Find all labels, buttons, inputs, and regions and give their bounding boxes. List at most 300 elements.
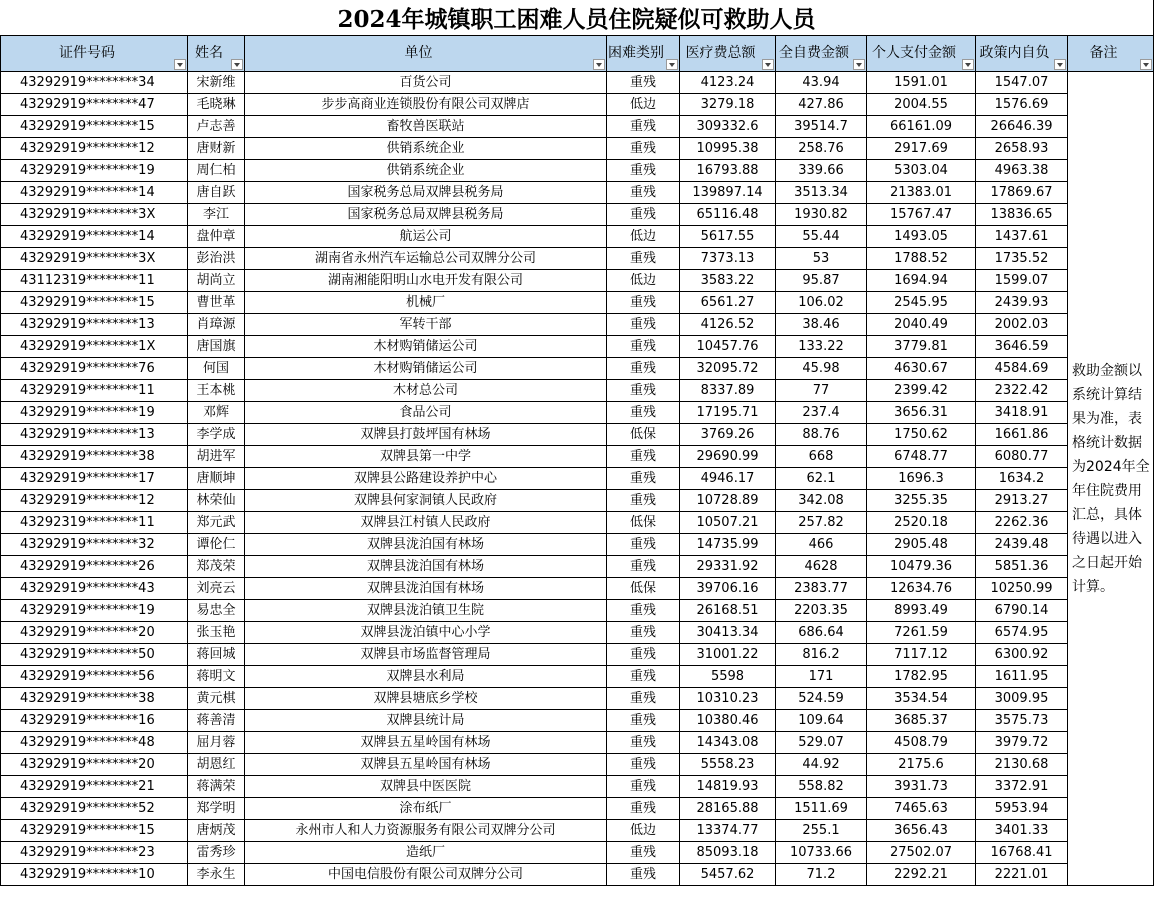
policy-self-pay-cell[interactable]: 1735.52 [976, 248, 1068, 270]
unit-cell[interactable]: 双牌县五星岭国有林场 [245, 732, 607, 754]
policy-self-pay-cell[interactable]: 2322.42 [976, 380, 1068, 402]
unit-cell[interactable]: 机械厂 [245, 292, 607, 314]
self-pay-cell[interactable]: 524.59 [776, 688, 867, 710]
self-pay-cell[interactable]: 133.22 [776, 336, 867, 358]
unit-cell[interactable]: 步步高商业连锁股份有限公司双牌店 [245, 94, 607, 116]
id-cell[interactable]: 43292919********48 [1, 732, 188, 754]
category-cell[interactable]: 重残 [607, 358, 680, 380]
personal-payment-cell[interactable]: 2175.6 [867, 754, 976, 776]
id-cell[interactable]: 43292919********14 [1, 226, 188, 248]
medical-total-cell[interactable]: 4946.17 [680, 468, 776, 490]
policy-self-pay-cell[interactable]: 3575.73 [976, 710, 1068, 732]
medical-total-cell[interactable]: 14819.93 [680, 776, 776, 798]
name-cell[interactable]: 曹世革 [188, 292, 245, 314]
id-cell[interactable]: 43292919********16 [1, 710, 188, 732]
id-cell[interactable]: 43292919********26 [1, 556, 188, 578]
unit-cell[interactable]: 双牌县中医医院 [245, 776, 607, 798]
unit-cell[interactable]: 双牌县市场监督管理局 [245, 644, 607, 666]
policy-self-pay-cell[interactable]: 2262.36 [976, 512, 1068, 534]
category-cell[interactable]: 重残 [607, 864, 680, 886]
unit-cell[interactable]: 军转干部 [245, 314, 607, 336]
id-cell[interactable]: 43292919********20 [1, 622, 188, 644]
unit-cell[interactable]: 双牌县泷泊国有林场 [245, 534, 607, 556]
personal-payment-cell[interactable]: 6748.77 [867, 446, 976, 468]
category-cell[interactable]: 低边 [607, 94, 680, 116]
personal-payment-cell[interactable]: 7465.63 [867, 798, 976, 820]
name-cell[interactable]: 郑茂荣 [188, 556, 245, 578]
policy-self-pay-cell[interactable]: 2913.27 [976, 490, 1068, 512]
personal-payment-cell[interactable]: 3255.35 [867, 490, 976, 512]
policy-self-pay-cell[interactable]: 3418.91 [976, 402, 1068, 424]
medical-total-cell[interactable]: 4123.24 [680, 72, 776, 94]
name-cell[interactable]: 屈月蓉 [188, 732, 245, 754]
name-cell[interactable]: 李学成 [188, 424, 245, 446]
name-cell[interactable]: 郑元武 [188, 512, 245, 534]
id-cell[interactable]: 43292919********13 [1, 424, 188, 446]
medical-total-cell[interactable]: 309332.6 [680, 116, 776, 138]
medical-total-cell[interactable]: 10457.76 [680, 336, 776, 358]
name-cell[interactable]: 刘亮云 [188, 578, 245, 600]
policy-self-pay-cell[interactable]: 4963.38 [976, 160, 1068, 182]
personal-payment-cell[interactable]: 3656.31 [867, 402, 976, 424]
id-cell[interactable]: 43292919********19 [1, 600, 188, 622]
policy-self-pay-cell[interactable]: 1547.07 [976, 72, 1068, 94]
unit-cell[interactable]: 双牌县泷泊国有林场 [245, 578, 607, 600]
medical-total-cell[interactable]: 65116.48 [680, 204, 776, 226]
self-pay-cell[interactable]: 95.87 [776, 270, 867, 292]
policy-self-pay-cell[interactable]: 1437.61 [976, 226, 1068, 248]
category-cell[interactable]: 低保 [607, 578, 680, 600]
unit-cell[interactable]: 双牌县公路建设养护中心 [245, 468, 607, 490]
medical-total-cell[interactable]: 28165.88 [680, 798, 776, 820]
id-cell[interactable]: 43292919********1X [1, 336, 188, 358]
category-cell[interactable]: 重残 [607, 842, 680, 864]
unit-cell[interactable]: 双牌县打鼓坪国有林场 [245, 424, 607, 446]
self-pay-cell[interactable]: 529.07 [776, 732, 867, 754]
personal-payment-cell[interactable]: 2905.48 [867, 534, 976, 556]
policy-self-pay-cell[interactable]: 2002.03 [976, 314, 1068, 336]
personal-payment-cell[interactable]: 4508.79 [867, 732, 976, 754]
unit-cell[interactable]: 木材购销储运公司 [245, 358, 607, 380]
medical-total-cell[interactable]: 14735.99 [680, 534, 776, 556]
category-cell[interactable]: 重残 [607, 468, 680, 490]
medical-total-cell[interactable]: 8337.89 [680, 380, 776, 402]
category-cell[interactable]: 重残 [607, 380, 680, 402]
self-pay-cell[interactable]: 339.66 [776, 160, 867, 182]
personal-payment-cell[interactable]: 1750.62 [867, 424, 976, 446]
filter-dropdown-icon[interactable] [666, 59, 678, 70]
self-pay-cell[interactable]: 88.76 [776, 424, 867, 446]
id-cell[interactable]: 43292919********14 [1, 182, 188, 204]
policy-self-pay-cell[interactable]: 1634.2 [976, 468, 1068, 490]
id-cell[interactable]: 43292919********52 [1, 798, 188, 820]
policy-self-pay-cell[interactable]: 2439.48 [976, 534, 1068, 556]
category-cell[interactable]: 重残 [607, 292, 680, 314]
name-cell[interactable]: 盘仲章 [188, 226, 245, 248]
self-pay-cell[interactable]: 39514.7 [776, 116, 867, 138]
personal-payment-cell[interactable]: 2004.55 [867, 94, 976, 116]
id-cell[interactable]: 43292919********43 [1, 578, 188, 600]
name-cell[interactable]: 谭伦仁 [188, 534, 245, 556]
medical-total-cell[interactable]: 10728.89 [680, 490, 776, 512]
policy-self-pay-cell[interactable]: 3646.59 [976, 336, 1068, 358]
medical-total-cell[interactable]: 14343.08 [680, 732, 776, 754]
id-cell[interactable]: 43292919********19 [1, 402, 188, 424]
category-cell[interactable]: 重残 [607, 314, 680, 336]
unit-cell[interactable]: 供销系统企业 [245, 160, 607, 182]
medical-total-cell[interactable]: 5558.23 [680, 754, 776, 776]
name-cell[interactable]: 唐财新 [188, 138, 245, 160]
unit-cell[interactable]: 湖南省永州汽车运输总公司双牌分公司 [245, 248, 607, 270]
policy-self-pay-cell[interactable]: 2221.01 [976, 864, 1068, 886]
medical-total-cell[interactable]: 5457.62 [680, 864, 776, 886]
category-cell[interactable]: 重残 [607, 336, 680, 358]
name-cell[interactable]: 张玉艳 [188, 622, 245, 644]
filter-dropdown-icon[interactable] [231, 59, 243, 70]
self-pay-cell[interactable]: 53 [776, 248, 867, 270]
category-cell[interactable]: 重残 [607, 402, 680, 424]
personal-payment-cell[interactable]: 2545.95 [867, 292, 976, 314]
id-cell[interactable]: 43292919********20 [1, 754, 188, 776]
medical-total-cell[interactable]: 5598 [680, 666, 776, 688]
medical-total-cell[interactable]: 7373.13 [680, 248, 776, 270]
medical-total-cell[interactable]: 39706.16 [680, 578, 776, 600]
policy-self-pay-cell[interactable]: 10250.99 [976, 578, 1068, 600]
medical-total-cell[interactable]: 30413.34 [680, 622, 776, 644]
medical-total-cell[interactable]: 3769.26 [680, 424, 776, 446]
self-pay-cell[interactable]: 2203.35 [776, 600, 867, 622]
self-pay-cell[interactable]: 43.94 [776, 72, 867, 94]
policy-self-pay-cell[interactable]: 3009.95 [976, 688, 1068, 710]
unit-cell[interactable]: 涂布纸厂 [245, 798, 607, 820]
self-pay-cell[interactable]: 10733.66 [776, 842, 867, 864]
category-cell[interactable]: 重残 [607, 688, 680, 710]
category-cell[interactable]: 重残 [607, 72, 680, 94]
policy-self-pay-cell[interactable]: 2439.93 [976, 292, 1068, 314]
name-cell[interactable]: 唐自跃 [188, 182, 245, 204]
filter-dropdown-icon[interactable] [853, 59, 865, 70]
category-cell[interactable]: 重残 [607, 622, 680, 644]
medical-total-cell[interactable]: 10507.21 [680, 512, 776, 534]
personal-payment-cell[interactable]: 2520.18 [867, 512, 976, 534]
unit-cell[interactable]: 双牌县统计局 [245, 710, 607, 732]
category-cell[interactable]: 重残 [607, 204, 680, 226]
unit-cell[interactable]: 木材总公司 [245, 380, 607, 402]
medical-total-cell[interactable]: 29690.99 [680, 446, 776, 468]
category-cell[interactable]: 重残 [607, 160, 680, 182]
filter-dropdown-icon[interactable] [762, 59, 774, 70]
policy-self-pay-cell[interactable]: 1599.07 [976, 270, 1068, 292]
name-cell[interactable]: 宋新维 [188, 72, 245, 94]
personal-payment-cell[interactable]: 2917.69 [867, 138, 976, 160]
id-cell[interactable]: 43112319********11 [1, 270, 188, 292]
category-cell[interactable]: 重残 [607, 248, 680, 270]
self-pay-cell[interactable]: 4628 [776, 556, 867, 578]
id-cell[interactable]: 43292919********10 [1, 864, 188, 886]
unit-cell[interactable]: 双牌县第一中学 [245, 446, 607, 468]
filter-dropdown-icon[interactable] [1054, 59, 1066, 70]
self-pay-cell[interactable]: 171 [776, 666, 867, 688]
id-cell[interactable]: 43292919********19 [1, 160, 188, 182]
policy-self-pay-cell[interactable]: 1576.69 [976, 94, 1068, 116]
personal-payment-cell[interactable]: 10479.36 [867, 556, 976, 578]
personal-payment-cell[interactable]: 1591.01 [867, 72, 976, 94]
personal-payment-cell[interactable]: 2040.49 [867, 314, 976, 336]
self-pay-cell[interactable]: 1511.69 [776, 798, 867, 820]
id-cell[interactable]: 43292919********56 [1, 666, 188, 688]
id-cell[interactable]: 43292919********12 [1, 138, 188, 160]
personal-payment-cell[interactable]: 3779.81 [867, 336, 976, 358]
personal-payment-cell[interactable]: 27502.07 [867, 842, 976, 864]
category-cell[interactable]: 重残 [607, 556, 680, 578]
id-cell[interactable]: 43292919********13 [1, 314, 188, 336]
self-pay-cell[interactable]: 2383.77 [776, 578, 867, 600]
category-cell[interactable]: 重残 [607, 666, 680, 688]
policy-self-pay-cell[interactable]: 3979.72 [976, 732, 1068, 754]
name-cell[interactable]: 李江 [188, 204, 245, 226]
category-cell[interactable]: 重残 [607, 754, 680, 776]
policy-self-pay-cell[interactable]: 6300.92 [976, 644, 1068, 666]
personal-payment-cell[interactable]: 2399.42 [867, 380, 976, 402]
medical-total-cell[interactable]: 3583.22 [680, 270, 776, 292]
category-cell[interactable]: 低保 [607, 512, 680, 534]
category-cell[interactable]: 重残 [607, 710, 680, 732]
name-cell[interactable]: 王本桃 [188, 380, 245, 402]
name-cell[interactable]: 唐顺坤 [188, 468, 245, 490]
name-cell[interactable]: 蒋满荣 [188, 776, 245, 798]
personal-payment-cell[interactable]: 7261.59 [867, 622, 976, 644]
self-pay-cell[interactable]: 109.64 [776, 710, 867, 732]
unit-cell[interactable]: 造纸厂 [245, 842, 607, 864]
personal-payment-cell[interactable]: 12634.76 [867, 578, 976, 600]
personal-payment-cell[interactable]: 8993.49 [867, 600, 976, 622]
unit-cell[interactable]: 国家税务总局双牌县税务局 [245, 204, 607, 226]
personal-payment-cell[interactable]: 3931.73 [867, 776, 976, 798]
name-cell[interactable]: 雷秀珍 [188, 842, 245, 864]
policy-self-pay-cell[interactable]: 6574.95 [976, 622, 1068, 644]
personal-payment-cell[interactable]: 1782.95 [867, 666, 976, 688]
medical-total-cell[interactable]: 17195.71 [680, 402, 776, 424]
name-cell[interactable]: 蒋明文 [188, 666, 245, 688]
id-cell[interactable]: 43292919********3X [1, 248, 188, 270]
medical-total-cell[interactable]: 85093.18 [680, 842, 776, 864]
personal-payment-cell[interactable]: 2292.21 [867, 864, 976, 886]
name-cell[interactable]: 胡进军 [188, 446, 245, 468]
self-pay-cell[interactable]: 668 [776, 446, 867, 468]
personal-payment-cell[interactable]: 1788.52 [867, 248, 976, 270]
id-cell[interactable]: 43292919********32 [1, 534, 188, 556]
self-pay-cell[interactable]: 466 [776, 534, 867, 556]
name-cell[interactable]: 彭治洪 [188, 248, 245, 270]
policy-self-pay-cell[interactable]: 26646.39 [976, 116, 1068, 138]
self-pay-cell[interactable]: 258.76 [776, 138, 867, 160]
unit-cell[interactable]: 木材购销储运公司 [245, 336, 607, 358]
medical-total-cell[interactable]: 26168.51 [680, 600, 776, 622]
name-cell[interactable]: 黄元棋 [188, 688, 245, 710]
category-cell[interactable]: 重残 [607, 138, 680, 160]
self-pay-cell[interactable]: 558.82 [776, 776, 867, 798]
medical-total-cell[interactable]: 4126.52 [680, 314, 776, 336]
unit-cell[interactable]: 畜牧兽医联站 [245, 116, 607, 138]
filter-dropdown-icon[interactable] [962, 59, 974, 70]
self-pay-cell[interactable]: 816.2 [776, 644, 867, 666]
medical-total-cell[interactable]: 31001.22 [680, 644, 776, 666]
personal-payment-cell[interactable]: 1493.05 [867, 226, 976, 248]
medical-total-cell[interactable]: 10995.38 [680, 138, 776, 160]
policy-self-pay-cell[interactable]: 6790.14 [976, 600, 1068, 622]
policy-self-pay-cell[interactable]: 4584.69 [976, 358, 1068, 380]
personal-payment-cell[interactable]: 1694.94 [867, 270, 976, 292]
unit-cell[interactable]: 双牌县塘底乡学校 [245, 688, 607, 710]
filter-dropdown-icon[interactable] [1140, 59, 1152, 70]
category-cell[interactable]: 低保 [607, 424, 680, 446]
self-pay-cell[interactable]: 55.44 [776, 226, 867, 248]
policy-self-pay-cell[interactable]: 1611.95 [976, 666, 1068, 688]
personal-payment-cell[interactable]: 21383.01 [867, 182, 976, 204]
id-cell[interactable]: 43292919********21 [1, 776, 188, 798]
medical-total-cell[interactable]: 32095.72 [680, 358, 776, 380]
policy-self-pay-cell[interactable]: 2130.68 [976, 754, 1068, 776]
id-cell[interactable]: 43292919********15 [1, 292, 188, 314]
name-cell[interactable]: 唐国旗 [188, 336, 245, 358]
unit-cell[interactable]: 百货公司 [245, 72, 607, 94]
id-cell[interactable]: 43292919********15 [1, 820, 188, 842]
remarks-note-cell[interactable]: 救助金额以系统计算结果为准，表格统计数据为2024年全年住院费用汇总，具体待遇以进入之日起开始计算。 [1068, 72, 1154, 886]
unit-cell[interactable]: 永州市人和人力资源服务有限公司双牌分公司 [245, 820, 607, 842]
medical-total-cell[interactable]: 13374.77 [680, 820, 776, 842]
filter-dropdown-icon[interactable] [174, 59, 186, 70]
policy-self-pay-cell[interactable]: 5851.36 [976, 556, 1068, 578]
medical-total-cell[interactable]: 16793.88 [680, 160, 776, 182]
self-pay-cell[interactable]: 1930.82 [776, 204, 867, 226]
self-pay-cell[interactable]: 255.1 [776, 820, 867, 842]
id-cell[interactable]: 43292919********47 [1, 94, 188, 116]
category-cell[interactable]: 重残 [607, 490, 680, 512]
category-cell[interactable]: 重残 [607, 798, 680, 820]
self-pay-cell[interactable]: 427.86 [776, 94, 867, 116]
unit-cell[interactable]: 双牌县江村镇人民政府 [245, 512, 607, 534]
category-cell[interactable]: 重残 [607, 446, 680, 468]
personal-payment-cell[interactable]: 66161.09 [867, 116, 976, 138]
personal-payment-cell[interactable]: 1696.3 [867, 468, 976, 490]
unit-cell[interactable]: 双牌县泷泊镇卫生院 [245, 600, 607, 622]
personal-payment-cell[interactable]: 15767.47 [867, 204, 976, 226]
self-pay-cell[interactable]: 38.46 [776, 314, 867, 336]
id-cell[interactable]: 43292919********15 [1, 116, 188, 138]
id-cell[interactable]: 43292919********34 [1, 72, 188, 94]
personal-payment-cell[interactable]: 5303.04 [867, 160, 976, 182]
category-cell[interactable]: 低边 [607, 226, 680, 248]
filter-dropdown-icon[interactable] [593, 59, 605, 70]
self-pay-cell[interactable]: 45.98 [776, 358, 867, 380]
personal-payment-cell[interactable]: 3656.43 [867, 820, 976, 842]
name-cell[interactable]: 蒋回城 [188, 644, 245, 666]
name-cell[interactable]: 卢志善 [188, 116, 245, 138]
name-cell[interactable]: 毛晓琳 [188, 94, 245, 116]
unit-cell[interactable]: 国家税务总局双牌县税务局 [245, 182, 607, 204]
policy-self-pay-cell[interactable]: 3401.33 [976, 820, 1068, 842]
unit-cell[interactable]: 航运公司 [245, 226, 607, 248]
name-cell[interactable]: 李永生 [188, 864, 245, 886]
id-cell[interactable]: 43292919********76 [1, 358, 188, 380]
policy-self-pay-cell[interactable]: 16768.41 [976, 842, 1068, 864]
category-cell[interactable]: 重残 [607, 732, 680, 754]
medical-total-cell[interactable]: 3279.18 [680, 94, 776, 116]
name-cell[interactable]: 蒋善清 [188, 710, 245, 732]
self-pay-cell[interactable]: 342.08 [776, 490, 867, 512]
self-pay-cell[interactable]: 62.1 [776, 468, 867, 490]
name-cell[interactable]: 易忠全 [188, 600, 245, 622]
policy-self-pay-cell[interactable]: 3372.91 [976, 776, 1068, 798]
self-pay-cell[interactable]: 237.4 [776, 402, 867, 424]
category-cell[interactable]: 重残 [607, 182, 680, 204]
id-cell[interactable]: 43292319********11 [1, 512, 188, 534]
policy-self-pay-cell[interactable]: 17869.67 [976, 182, 1068, 204]
category-cell[interactable]: 重残 [607, 600, 680, 622]
id-cell[interactable]: 43292919********50 [1, 644, 188, 666]
category-cell[interactable]: 低边 [607, 270, 680, 292]
unit-cell[interactable]: 中国电信股份有限公司双牌分公司 [245, 864, 607, 886]
self-pay-cell[interactable]: 686.64 [776, 622, 867, 644]
id-cell[interactable]: 43292919********11 [1, 380, 188, 402]
unit-cell[interactable]: 双牌县泷泊国有林场 [245, 556, 607, 578]
unit-cell[interactable]: 双牌县水利局 [245, 666, 607, 688]
category-cell[interactable]: 重残 [607, 534, 680, 556]
personal-payment-cell[interactable]: 3685.37 [867, 710, 976, 732]
personal-payment-cell[interactable]: 4630.67 [867, 358, 976, 380]
medical-total-cell[interactable]: 10380.46 [680, 710, 776, 732]
name-cell[interactable]: 肖璋源 [188, 314, 245, 336]
name-cell[interactable]: 林荣仙 [188, 490, 245, 512]
policy-self-pay-cell[interactable]: 6080.77 [976, 446, 1068, 468]
policy-self-pay-cell[interactable]: 1661.86 [976, 424, 1068, 446]
id-cell[interactable]: 43292919********3X [1, 204, 188, 226]
category-cell[interactable]: 重残 [607, 776, 680, 798]
unit-cell[interactable]: 双牌县泷泊镇中心小学 [245, 622, 607, 644]
medical-total-cell[interactable]: 10310.23 [680, 688, 776, 710]
id-cell[interactable]: 43292919********38 [1, 688, 188, 710]
name-cell[interactable]: 胡尚立 [188, 270, 245, 292]
name-cell[interactable]: 郑学明 [188, 798, 245, 820]
self-pay-cell[interactable]: 257.82 [776, 512, 867, 534]
id-cell[interactable]: 43292919********38 [1, 446, 188, 468]
self-pay-cell[interactable]: 77 [776, 380, 867, 402]
name-cell[interactable]: 胡恩红 [188, 754, 245, 776]
personal-payment-cell[interactable]: 3534.54 [867, 688, 976, 710]
self-pay-cell[interactable]: 106.02 [776, 292, 867, 314]
id-cell[interactable]: 43292919********12 [1, 490, 188, 512]
unit-cell[interactable]: 双牌县何家洞镇人民政府 [245, 490, 607, 512]
name-cell[interactable]: 周仁柏 [188, 160, 245, 182]
self-pay-cell[interactable]: 3513.34 [776, 182, 867, 204]
category-cell[interactable]: 低边 [607, 820, 680, 842]
medical-total-cell[interactable]: 139897.14 [680, 182, 776, 204]
self-pay-cell[interactable]: 44.92 [776, 754, 867, 776]
id-cell[interactable]: 43292919********23 [1, 842, 188, 864]
unit-cell[interactable]: 双牌县五星岭国有林场 [245, 754, 607, 776]
name-cell[interactable]: 唐炳茂 [188, 820, 245, 842]
policy-self-pay-cell[interactable]: 2658.93 [976, 138, 1068, 160]
category-cell[interactable]: 重残 [607, 116, 680, 138]
name-cell[interactable]: 何国 [188, 358, 245, 380]
category-cell[interactable]: 重残 [607, 644, 680, 666]
medical-total-cell[interactable]: 5617.55 [680, 226, 776, 248]
personal-payment-cell[interactable]: 7117.12 [867, 644, 976, 666]
medical-total-cell[interactable]: 29331.92 [680, 556, 776, 578]
id-cell[interactable]: 43292919********17 [1, 468, 188, 490]
unit-cell[interactable]: 供销系统企业 [245, 138, 607, 160]
self-pay-cell[interactable]: 71.2 [776, 864, 867, 886]
